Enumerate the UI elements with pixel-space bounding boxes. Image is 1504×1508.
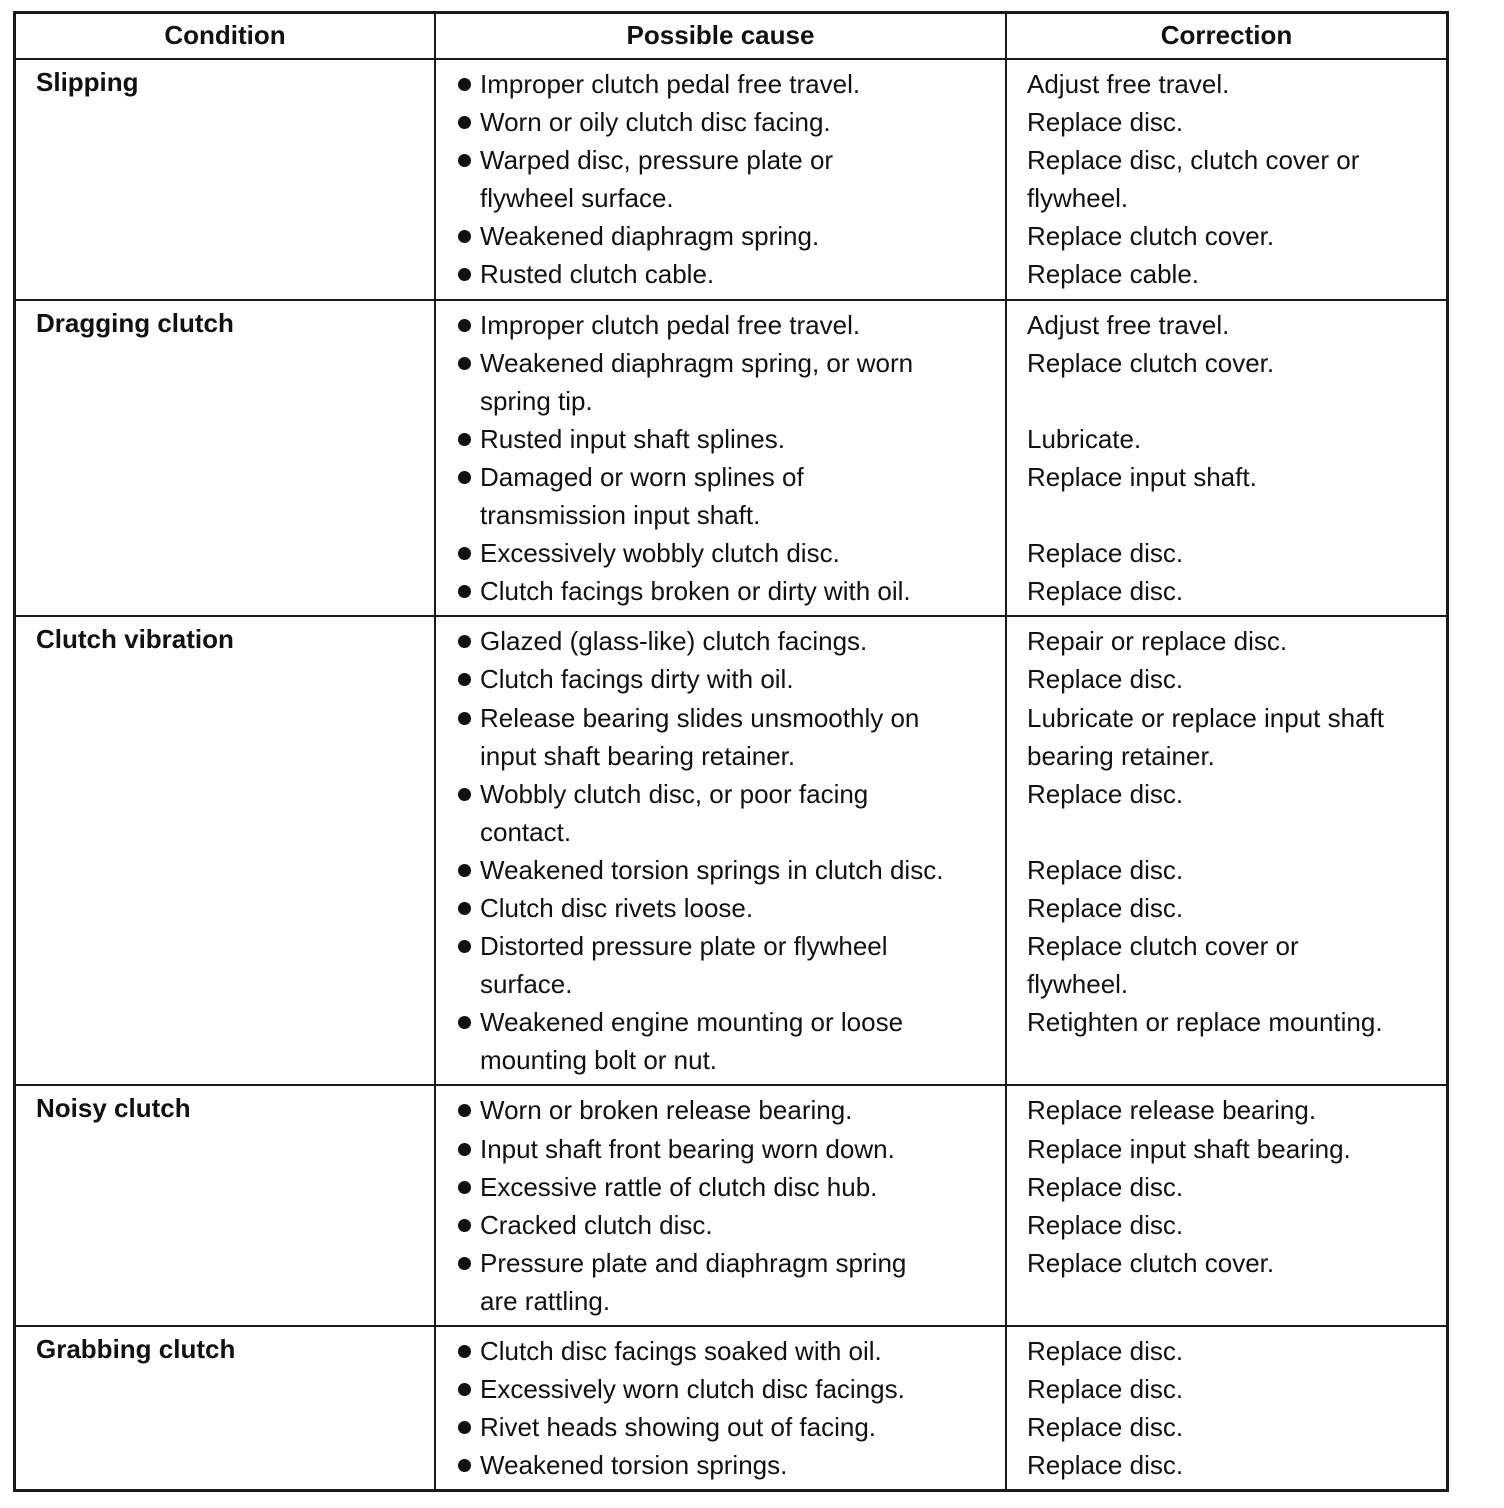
correction-text [1027, 1282, 1438, 1320]
cause-text: Pressure plate and diaphragm spring [480, 1247, 907, 1278]
bullet-icon [458, 1421, 471, 1434]
cause-text: Rusted input shaft splines. [480, 423, 785, 454]
correction-cell [1005, 60, 1446, 299]
correction-text: Replace disc. [1027, 778, 1184, 809]
table-row [16, 301, 1446, 618]
correction-text: Replace disc. [1027, 1374, 1184, 1405]
header-condition: Condition [164, 20, 286, 50]
cause-text: Excessively wobbly clutch disc. [480, 538, 840, 569]
correction-text: Retighten or replace mounting. [1027, 1007, 1383, 1038]
cause-item [456, 65, 997, 103]
bullet-icon [458, 116, 471, 129]
bullet-icon [458, 154, 471, 167]
correction-text: Replace clutch cover. [1027, 347, 1275, 378]
cause-item [456, 622, 997, 660]
correction-item [1027, 1332, 1438, 1370]
cause-item [456, 103, 997, 141]
correction-text: Replace disc. [1027, 576, 1184, 607]
possible-cause-cell [434, 60, 1005, 299]
correction-item [1027, 420, 1438, 458]
correction-text [1027, 382, 1438, 420]
cause-item [456, 572, 997, 610]
cause-text: input shaft bearing retainer. [480, 740, 796, 771]
cause-item [456, 141, 997, 217]
table-row [16, 1327, 1446, 1489]
correction-text: Adjust free travel. [1027, 309, 1230, 340]
cause-item [456, 420, 997, 458]
correction-item [1027, 851, 1438, 889]
cause-text: Glazed (glass-like) clutch facings. [480, 626, 868, 657]
cause-item [456, 927, 997, 1003]
bullet-icon [458, 357, 471, 370]
correction-text: Repair or replace disc. [1027, 626, 1288, 657]
cause-text: Wobbly clutch disc, or poor facing [480, 778, 869, 809]
correction-cell [1005, 1086, 1446, 1325]
cause-item [456, 1408, 997, 1446]
cause-text: Worn or broken release bearing. [480, 1095, 853, 1126]
cause-text: mounting bolt or nut. [480, 1045, 718, 1076]
table-row [16, 60, 1446, 301]
cause-text: Rivet heads showing out of facing. [480, 1412, 877, 1443]
correction-text: Replace disc. [1027, 1336, 1184, 1366]
condition-cell: Clutch vibration [36, 624, 234, 655]
cause-text: Clutch facings broken or dirty with oil. [480, 576, 911, 607]
header-correction: Correction [1005, 14, 1446, 58]
correction-text: Replace disc, clutch cover or [1027, 145, 1360, 176]
correction-text: Replace disc. [1027, 1209, 1184, 1240]
cause-text: Weakened torsion springs in clutch disc. [480, 854, 944, 885]
cause-item [456, 1370, 997, 1408]
correction-text: Replace disc. [1027, 892, 1184, 923]
bullet-icon [458, 547, 471, 560]
correction-text: Replace input shaft bearing. [1027, 1133, 1351, 1164]
bullet-icon [458, 433, 471, 446]
correction-text: Replace clutch cover or [1027, 931, 1299, 962]
correction-text [1027, 496, 1438, 534]
cause-text: Weakened engine mounting or loose [480, 1007, 904, 1038]
bullet-icon [458, 230, 471, 243]
cause-item [456, 1446, 997, 1484]
bullet-icon [458, 78, 471, 91]
possible-cause-cell [434, 1086, 1005, 1325]
cause-text: Weakened diaphragm spring. [480, 221, 820, 252]
bullet-icon [458, 712, 471, 725]
correction-cell [1005, 301, 1446, 616]
correction-text: Replace disc. [1027, 1412, 1184, 1443]
cause-text: Cracked clutch disc. [480, 1209, 713, 1240]
cause-text: Rusted clutch cable. [480, 259, 715, 290]
bullet-icon [458, 1459, 471, 1472]
bullet-icon [458, 788, 471, 801]
bullet-icon [458, 673, 471, 686]
bullet-icon [458, 1143, 471, 1156]
correction-item [1027, 103, 1438, 141]
correction-text: Replace disc. [1027, 107, 1184, 138]
correction-text: Replace input shaft. [1027, 461, 1257, 492]
correction-text: Replace clutch cover. [1027, 221, 1275, 252]
correction-item [1027, 534, 1438, 572]
bullet-icon [458, 585, 471, 598]
bullet-icon [458, 471, 471, 484]
correction-item [1027, 1244, 1438, 1320]
correction-item [1027, 306, 1438, 344]
bullet-icon [458, 940, 471, 953]
bullet-icon [458, 1257, 471, 1270]
cause-item [456, 1206, 997, 1244]
correction-text: Replace disc. [1027, 1171, 1184, 1202]
correction-text: bearing retainer. [1027, 740, 1215, 771]
correction-cell [1005, 617, 1446, 1084]
cause-item [456, 699, 997, 775]
correction-item [1027, 1446, 1438, 1484]
correction-text: Replace disc. [1027, 664, 1184, 695]
correction-item [1027, 1206, 1438, 1244]
correction-item [1027, 1003, 1438, 1079]
bullet-icon [458, 635, 471, 648]
correction-item [1027, 1091, 1438, 1129]
bullet-icon [458, 1104, 471, 1117]
bullet-icon [458, 1383, 471, 1396]
correction-item [1027, 622, 1438, 660]
bullet-icon [458, 1219, 471, 1232]
cause-text: transmission input shaft. [480, 500, 761, 531]
correction-item [1027, 1370, 1438, 1408]
cause-text: Distorted pressure plate or flywheel [480, 931, 888, 962]
correction-text: Replace release bearing. [1027, 1095, 1317, 1126]
possible-cause-cell [434, 1327, 1005, 1489]
correction-item [1027, 775, 1438, 851]
correction-cell [1005, 1327, 1446, 1489]
table-body [16, 60, 1446, 1489]
correction-item [1027, 344, 1438, 420]
cause-item [456, 1244, 997, 1320]
correction-text: Adjust free travel. [1027, 69, 1230, 99]
cause-item [456, 1168, 997, 1206]
correction-item [1027, 65, 1438, 103]
correction-item [1027, 217, 1438, 255]
cause-item [456, 1091, 997, 1129]
condition-cell: Dragging clutch [36, 307, 234, 338]
cause-text: Improper clutch pedal free travel. [480, 309, 861, 340]
table-row [16, 1086, 1446, 1327]
condition-cell: Grabbing clutch [36, 1334, 236, 1364]
cause-text: Input shaft front bearing worn down. [480, 1133, 895, 1164]
possible-cause-cell [434, 301, 1005, 616]
cause-text: Weakened torsion springs. [480, 1450, 788, 1481]
cause-text: Clutch disc facings soaked with oil. [480, 1336, 882, 1366]
cause-item [456, 1003, 997, 1079]
cause-item [456, 534, 997, 572]
cause-text: contact. [480, 816, 572, 847]
bullet-icon [458, 1345, 471, 1358]
correction-item [1027, 1168, 1438, 1206]
correction-text: flywheel. [1027, 969, 1129, 1000]
cause-item [456, 851, 997, 889]
correction-text: Replace cable. [1027, 259, 1199, 290]
cause-text: Damaged or worn splines of [480, 461, 804, 492]
cause-text: Excessively worn clutch disc facings. [480, 1374, 905, 1405]
cause-text: Release bearing slides unsmoothly on [480, 702, 920, 733]
bullet-icon [458, 902, 471, 915]
troubleshooting-table [13, 11, 1449, 1492]
correction-item [1027, 927, 1438, 1003]
bullet-icon [458, 319, 471, 332]
table-row [16, 617, 1446, 1086]
correction-text [1027, 813, 1438, 851]
cause-text: flywheel surface. [480, 183, 674, 214]
correction-item [1027, 1408, 1438, 1446]
table-header [16, 14, 1446, 60]
correction-text: Lubricate or replace input shaft [1027, 702, 1384, 733]
cause-text: are rattling. [480, 1285, 611, 1316]
correction-text: Replace disc. [1027, 538, 1184, 569]
cause-item [456, 306, 997, 344]
correction-text: flywheel. [1027, 183, 1129, 214]
cause-item [456, 660, 997, 698]
cause-item [456, 217, 997, 255]
cause-item [456, 1332, 997, 1370]
correction-item [1027, 572, 1438, 610]
cause-item [456, 775, 997, 851]
correction-item [1027, 660, 1438, 698]
cause-text: Clutch disc rivets loose. [480, 892, 754, 923]
cause-text: spring tip. [480, 385, 593, 416]
correction-item [1027, 458, 1438, 534]
possible-cause-cell [434, 617, 1005, 1084]
correction-text: Replace disc. [1027, 1450, 1184, 1481]
correction-item [1027, 889, 1438, 927]
cause-item [456, 889, 997, 927]
cause-text: Improper clutch pedal free travel. [480, 69, 861, 99]
cause-text: Weakened diaphragm spring, or worn [480, 347, 914, 378]
correction-item [1027, 699, 1438, 775]
bullet-icon [458, 1181, 471, 1194]
correction-text: Replace clutch cover. [1027, 1247, 1275, 1278]
cause-item [456, 255, 997, 293]
cause-text: Worn or oily clutch disc facing. [480, 107, 831, 138]
cause-item [456, 1130, 997, 1168]
cause-item [456, 344, 997, 420]
correction-item [1027, 1130, 1438, 1168]
condition-cell: Slipping [36, 67, 139, 97]
cause-text: Excessive rattle of clutch disc hub. [480, 1171, 878, 1202]
correction-text: Replace disc. [1027, 854, 1184, 885]
correction-text: Lubricate. [1027, 423, 1142, 454]
cause-text: Clutch facings dirty with oil. [480, 664, 794, 695]
header-possible-cause: Possible cause [434, 14, 1005, 58]
cause-text: Warped disc, pressure plate or [480, 145, 834, 176]
bullet-icon [458, 864, 471, 877]
correction-text [1027, 1041, 1438, 1079]
bullet-icon [458, 1016, 471, 1029]
bullet-icon [458, 268, 471, 281]
correction-item [1027, 255, 1438, 293]
cause-text: surface. [480, 969, 573, 1000]
condition-cell: Noisy clutch [36, 1093, 191, 1124]
cause-item [456, 458, 997, 534]
correction-item [1027, 141, 1438, 217]
